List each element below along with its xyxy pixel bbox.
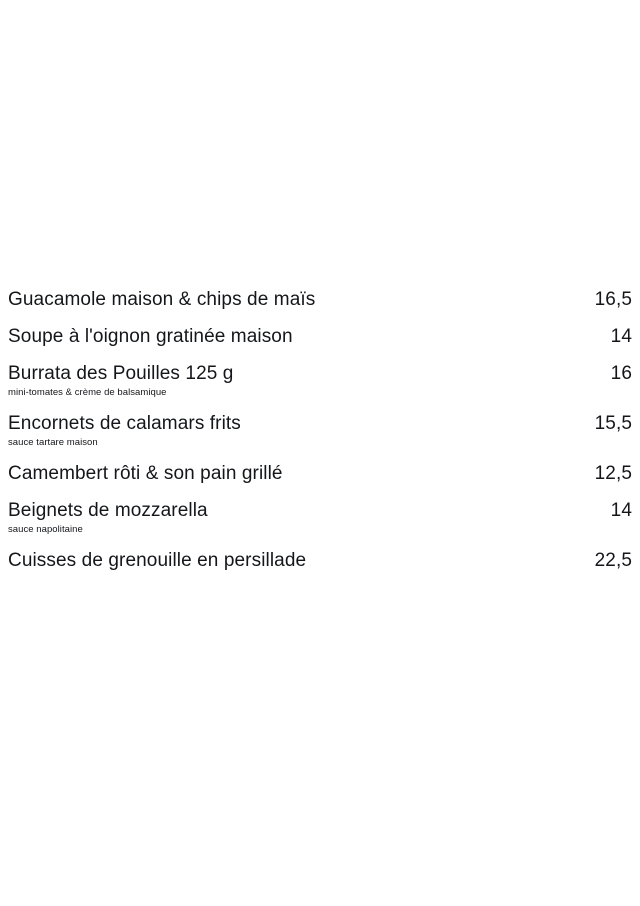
menu-item-price: 14 bbox=[610, 326, 632, 347]
menu-item-price: 15,5 bbox=[594, 413, 632, 434]
menu-item-description: sauce napolitaine bbox=[8, 524, 83, 535]
menu-item-name: Guacamole maison & chips de maïs bbox=[8, 289, 316, 310]
menu-item-name: Camembert rôti & son pain grillé bbox=[8, 463, 283, 484]
menu-item-name: Encornets de calamars frits bbox=[8, 413, 241, 434]
menu-item bbox=[8, 462, 632, 486]
menu-item-price: 16,5 bbox=[594, 289, 632, 310]
menu-item-main-row bbox=[8, 499, 632, 523]
menu-item bbox=[8, 288, 632, 312]
menu-item-main-row bbox=[8, 412, 632, 436]
menu-item-price: 22,5 bbox=[594, 550, 632, 571]
menu-item bbox=[8, 362, 632, 399]
menu-item-name: Burrata des Pouilles 125 g bbox=[8, 363, 234, 384]
menu-item-main-row bbox=[8, 362, 632, 386]
menu-item-price: 16 bbox=[610, 363, 632, 384]
menu-item-price: 12,5 bbox=[594, 463, 632, 484]
menu-item bbox=[8, 499, 632, 536]
menu-item-name: Soupe à l'oignon gratinée maison bbox=[8, 326, 293, 347]
menu-item-price: 14 bbox=[610, 500, 632, 521]
menu-item-name: Beignets de mozzarella bbox=[8, 500, 208, 521]
menu-item-main-row bbox=[8, 325, 632, 349]
menu-item bbox=[8, 325, 632, 349]
menu-item bbox=[8, 412, 632, 449]
menu-item-main-row bbox=[8, 288, 632, 312]
menu-item-description: mini-tomates & crème de balsamique bbox=[8, 387, 167, 398]
menu-item-description: sauce tartare maison bbox=[8, 437, 98, 448]
menu-item bbox=[8, 549, 632, 573]
menu-items-list bbox=[0, 288, 640, 586]
menu-item-main-row bbox=[8, 462, 632, 486]
menu-item-main-row bbox=[8, 549, 632, 573]
menu-item-name: Cuisses de grenouille en persillade bbox=[8, 550, 307, 571]
